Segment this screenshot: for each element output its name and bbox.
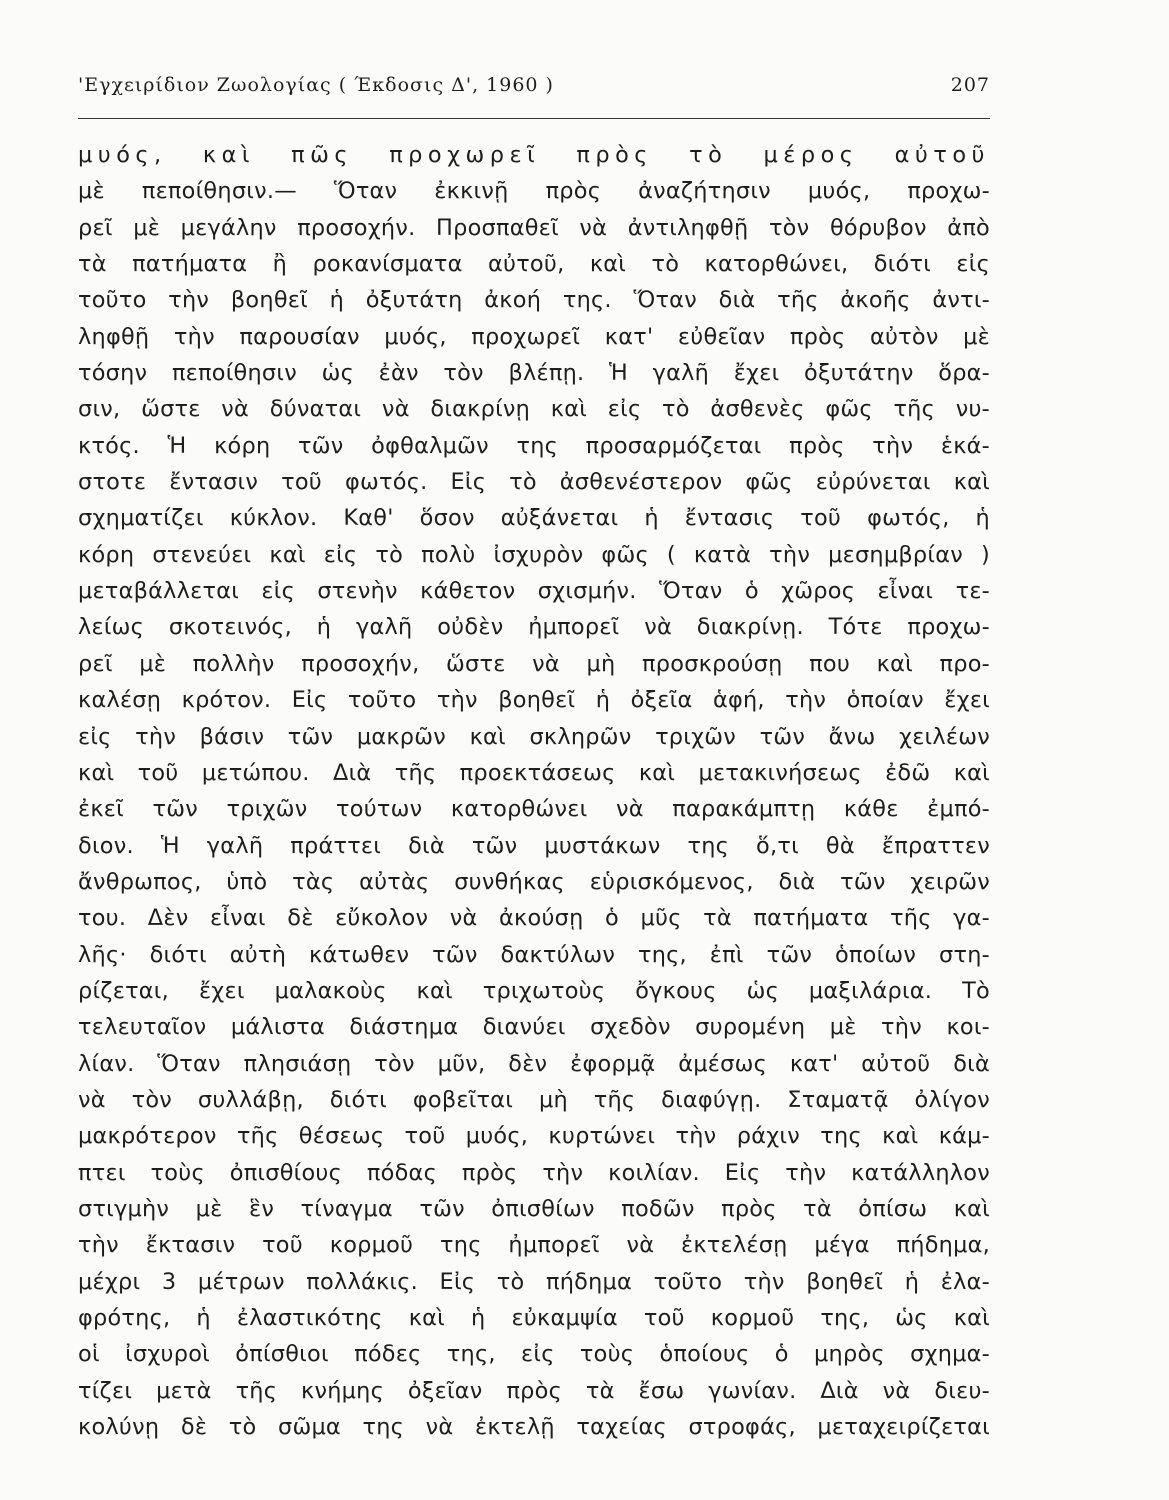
text-line: ἐκεῖ τῶν τριχῶν τούτων κατορθώνει νὰ παρακάμπτῃ κάθε ἐμπό- [78,796,990,823]
text-line: ρεῖ μὲ πολλὴν προσοχήν, ὥστε νὰ μὴ προσκρούσῃ που καὶ προ- [78,650,990,677]
text-line: τόσην πεποίθησιν ὡς ἐὰν τὸν βλέπῃ. Ἡ γαλῆ ἔχει ὀξυτάτην ὅρα- [78,360,990,387]
text-line: πτει τοὺς ὀπισθίους πόδας πρὸς τὴν κοιλίαν. Εἰς τὴν κατάλληλον [78,1159,990,1186]
text-line: διον. Ἡ γαλῆ πράττει διὰ τῶν μυστάκων της ὅ,τι θὰ ἔπραττεν [78,832,990,859]
text-line: του. Δὲν εἶναι δὲ εὔκολον νὰ ἀκούσῃ ὁ μῦς τὰ πατήματα τῆς γα- [78,905,990,932]
text-line: μεταβάλλεται εἰς στενὴν κάθετον σχισμήν. Ὅταν ὁ χῶρος εἶναι τε- [78,578,990,605]
text-line: οἱ ἰσχυροὶ ὀπίσθιοι πόδες της, εἰς τοὺς ὁποίους ὁ μηρὸς σχημα- [78,1341,990,1368]
text-line: μὲ πεποίθησιν.— Ὅταν ἐκκινῇ πρὸς ἀναζήτησιν μυός, προχω- [78,178,990,205]
text-line: τὰ πατήματα ἢ ροκανίσματα αὐτοῦ, καὶ τὸ κατορθώνει, διότι εἰς [78,251,990,278]
text-line: στιγμὴν μὲ ἓν τίναγμα τῶν ὀπισθίων ποδῶν πρὸς τὰ ὀπίσω καὶ [78,1195,990,1222]
text-line: τὴν ἔκτασιν τοῦ κορμοῦ της ἠμπορεῖ νὰ ἐκτελέσῃ μέγα πήδημα, [78,1232,990,1259]
text-line: τίζει μετὰ τῆς κνήμης ὀξεῖαν πρὸς τὰ ἔσω γωνίαν. Διὰ νὰ διευ- [78,1377,990,1404]
text-line: μυός, καὶ πῶς προχωρεῖ πρὸς τὸ μέρος αὐτοῦ [78,142,990,168]
text-line: καὶ τοῦ μετώπου. Διὰ τῆς προεκτάσεως καὶ μετακινήσεως ἐδῶ καὶ [78,759,990,786]
text-line: μακρότερον τῆς θέσεως τοῦ μυός, κυρτώνει τὴν ράχιν της καὶ κάμ- [78,1123,990,1150]
text-line: νὰ τὸν συλλάβῃ, διότι φοβεῖται μὴ τῆς διαφύγῃ. Σταματᾷ ὀλίγον [78,1086,990,1113]
text-line: στοτε ἔντασιν τοῦ φωτός. Εἰς τὸ ἀσθενέστερον φῶς εὐρύνεται καὶ [78,469,990,496]
text-line: κόρη στενεύει καὶ εἰς τὸ πολὺ ἰσχυρὸν φῶς ( κατὰ τὴν μεσημβρίαν ) [78,541,990,568]
text-line: ρίζεται, ἔχει μαλακοὺς καὶ τριχωτοὺς ὄγκους ὡς μαξιλάρια. Τὸ [78,977,990,1004]
running-title: 'Εγχειρίδιον Ζωολογίας ( Έκδοσις Δ', 1960 ) [78,74,554,96]
running-head [78,74,990,104]
text-line: ἄνθρωπος, ὑπὸ τὰς αὐτὰς συνθήκας εὑρισκόμενος, διὰ τῶν χειρῶν [78,868,990,895]
text-line: λῆς· διότι αὐτὴ κάτωθεν τῶν δακτύλων της, ἐπὶ τῶν ὁποίων στη- [78,941,990,968]
text-line: ληφθῇ τὴν παρουσίαν μυός, προχωρεῖ κατ' εὐθεῖαν πρὸς αὐτὸν μὲ [78,323,990,350]
text-line: λίαν. Ὅταν πλησιάσῃ τὸν μῦν, δὲν ἐφορμᾷ ἀμέσως κατ' αὐτοῦ διὰ [78,1050,990,1077]
text-line: τοῦτο τὴν βοηθεῖ ἡ ὀξυτάτη ἀκοή της. Ὅταν διὰ τῆς ἀκοῆς ἀντι- [78,287,990,314]
text-line: εἰς τὴν βάσιν τῶν μακρῶν καὶ σκληρῶν τριχῶν τῶν ἄνω χειλέων [78,723,990,750]
text-line: λείως σκοτεινός, ἡ γαλῆ οὐδὲν ἠμπορεῖ νὰ διακρίνῃ. Τότε προχω- [78,614,990,641]
text-line: σιν, ὥστε νὰ δύναται νὰ διακρίνῃ καὶ εἰς τὸ ἀσθενὲς φῶς τῆς νυ- [78,396,990,423]
text-line: σχηματίζει κύκλον. Καθ' ὅσον αὐξάνεται ἡ ἔντασις τοῦ φωτός, ἡ [78,505,990,532]
text-line: μέχρι 3 μέτρων πολλάκις. Εἰς τὸ πήδημα τοῦτο τὴν βοηθεῖ ἡ ἐλα- [78,1268,990,1295]
text-line: τελευταῖον μάλιστα διάστημα διανύει σχεδὸν συρομένη μὲ τὴν κοι- [78,1014,990,1041]
header-rule [78,118,990,119]
text-line: ρεῖ μὲ μεγάλην προσοχήν. Προσπαθεῖ νὰ ἀντιληφθῇ τὸν θόρυβον ἀπὸ [78,214,990,241]
page-number: 207 [950,74,990,96]
body-text [78,137,990,1445]
text-line: καλέσῃ κρότον. Εἰς τοῦτο τὴν βοηθεῖ ἡ ὀξεῖα ἁφή, τὴν ὁποίαν ἔχει [78,687,990,714]
text-line: φρότης, ἡ ἐλαστικότης καὶ ἡ εὐκαμψία τοῦ κορμοῦ της, ὡς καὶ [78,1305,990,1331]
text-line: κολύνῃ δὲ τὸ σῶμα της νὰ ἐκτελῇ ταχείας στροφάς, μεταχειρίζεται [78,1414,990,1441]
text-line: κτός. Ἡ κόρη τῶν ὀφθαλμῶν της προσαρμόζεται πρὸς τὴν ἑκά- [78,432,990,459]
